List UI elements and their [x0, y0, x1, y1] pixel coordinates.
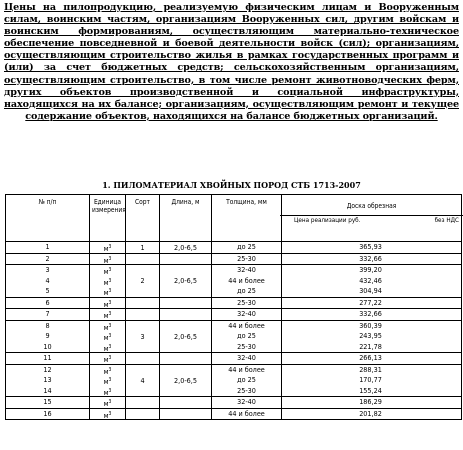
sort-cell — [126, 297, 160, 309]
thickness-value: 44 и более — [228, 275, 265, 285]
header-board: Доска обрезная — [346, 202, 397, 210]
header-price-row — [280, 215, 463, 226]
price-value: 399,20 — [359, 265, 382, 274]
header-board-group — [282, 195, 462, 242]
unit-value — [92, 331, 123, 342]
thickness-cell — [212, 353, 282, 365]
price-value: 170,77 — [359, 375, 382, 384]
row-number-cell — [6, 364, 90, 397]
row-number-cell — [6, 353, 90, 365]
thickness-cell — [212, 242, 282, 254]
unit-value — [92, 353, 123, 364]
table-row — [6, 253, 462, 265]
price-table — [5, 194, 462, 420]
row-number-cell — [6, 397, 90, 409]
thickness-cell — [212, 309, 282, 321]
thickness-value: 25-30 — [237, 341, 256, 351]
row-number: 9 — [45, 331, 50, 340]
price-value: 277,22 — [359, 297, 382, 307]
header-thickness: Толщина, мм — [212, 195, 282, 242]
price-value: 332,66 — [359, 253, 382, 263]
unit-power: 3 — [108, 343, 112, 350]
length-cell — [160, 297, 212, 309]
unit-label: м — [103, 255, 109, 265]
price-cell — [282, 397, 462, 409]
sort-cell — [126, 309, 160, 321]
price-cell — [282, 242, 462, 254]
unit-cell — [90, 320, 126, 353]
row-number: 16 — [43, 408, 52, 418]
unit-cell — [90, 253, 126, 265]
row-number-cell — [6, 297, 90, 309]
price-value: 186,29 — [359, 397, 382, 406]
unit-power: 3 — [108, 311, 112, 317]
header-vat: без НДС — [434, 217, 459, 224]
unit-value — [92, 242, 123, 253]
row-number: 5 — [45, 286, 50, 295]
unit-label: м — [103, 410, 109, 420]
unit-power: 3 — [108, 299, 112, 306]
row-number: 3 — [45, 265, 50, 274]
price-value: 201,82 — [359, 408, 382, 418]
row-number: 1 — [45, 242, 50, 251]
unit-value — [92, 276, 123, 287]
price-value: 332,66 — [359, 309, 382, 318]
row-number: 10 — [43, 341, 52, 351]
price-value: 288,31 — [359, 364, 382, 374]
price-value: 155,24 — [359, 385, 382, 395]
unit-power: 3 — [108, 333, 112, 339]
thickness-cell — [212, 397, 282, 409]
unit-value — [92, 254, 123, 265]
unit-label: м — [103, 333, 109, 342]
price-cell — [282, 265, 462, 298]
row-number: 13 — [43, 375, 52, 384]
table-row — [6, 353, 462, 365]
unit-cell — [90, 353, 126, 365]
thickness-value: 25-30 — [237, 385, 256, 395]
unit-label: м — [103, 322, 109, 332]
thickness-cell — [212, 408, 282, 420]
thickness-value: 32-40 — [237, 353, 256, 362]
price-value: 360,39 — [359, 320, 382, 330]
unit-value — [92, 365, 123, 376]
sort-cell — [126, 353, 160, 365]
sort-cell — [126, 397, 160, 409]
row-number-cell — [6, 265, 90, 298]
unit-power: 3 — [108, 267, 112, 273]
unit-label: м — [103, 244, 109, 253]
unit-power: 3 — [108, 399, 112, 405]
thickness-cell — [212, 320, 282, 353]
thickness-cell — [212, 297, 282, 309]
price-cell — [282, 309, 462, 321]
unit-power: 3 — [108, 322, 112, 329]
thickness-value: до 25 — [237, 286, 256, 295]
table-row — [6, 265, 462, 298]
row-number: 12 — [43, 364, 52, 374]
thickness-cell — [212, 265, 282, 298]
table-row — [6, 397, 462, 409]
thickness-value: 32-40 — [237, 309, 256, 318]
unit-value — [92, 286, 123, 297]
thickness-value: до 25 — [237, 375, 256, 384]
length-cell: 2,0-6,5 — [160, 242, 212, 254]
price-cell — [282, 408, 462, 420]
header-length: Длина, м — [160, 195, 212, 242]
sort-cell: 4 — [126, 364, 160, 397]
table-row — [6, 408, 462, 420]
unit-cell — [90, 265, 126, 298]
unit-power: 3 — [108, 387, 112, 394]
thickness-value: до 25 — [237, 331, 256, 340]
table-row — [6, 297, 462, 309]
header-sort: Сорт — [126, 195, 160, 242]
unit-label: м — [103, 387, 109, 397]
table-row — [6, 320, 462, 353]
document-heading: Цены на пилопродукцию, реализуемую физическим лицам и Вооруженным силам, воинским частям, организациям Вооруженных сил, другим войскам и воинским формированиям, осуществляющим материально-техническое обеспечение повседневной и боевой деятельности войск (сил); организациям, осуществляющим строительство жилья в рамках государственных программ и (или) за счет бюджетных средств; сельскохозяйственным организациям, осуществляющим строительство, в том числе ремонт животноводческих ферм, других объектов производственной и социальной инфраструктуры, находящихся на их балансе; организациям, осуществляющим ремонт и текущее содержание объектов, находящихся на балансе бюджетных организаций. — [4, 2, 459, 122]
thickness-value: 44 и более — [228, 364, 265, 374]
length-cell — [160, 408, 212, 420]
header-price: Цена реализации руб. — [294, 217, 361, 224]
unit-label: м — [103, 311, 109, 320]
price-value: 304,94 — [359, 286, 382, 295]
row-number: 7 — [45, 309, 50, 318]
unit-label: м — [103, 277, 109, 287]
unit-power: 3 — [108, 377, 112, 383]
unit-power: 3 — [108, 255, 112, 262]
thickness-cell — [212, 364, 282, 397]
unit-value — [92, 321, 123, 332]
unit-cell — [90, 309, 126, 321]
unit-value — [92, 309, 123, 320]
price-cell — [282, 320, 462, 353]
thickness-value: до 25 — [237, 242, 256, 251]
sort-cell — [126, 408, 160, 420]
row-number-cell — [6, 242, 90, 254]
price-value: 243,95 — [359, 331, 382, 340]
length-cell — [160, 309, 212, 321]
unit-value — [92, 298, 123, 309]
row-number: 8 — [45, 320, 50, 330]
table-row — [6, 364, 462, 397]
sort-cell — [126, 253, 160, 265]
row-number-cell — [6, 309, 90, 321]
row-number: 2 — [45, 253, 50, 263]
row-number: 15 — [43, 397, 52, 406]
unit-cell — [90, 408, 126, 420]
unit-label: м — [103, 267, 109, 276]
length-cell: 2,0-6,5 — [160, 364, 212, 397]
row-number: 4 — [45, 275, 50, 285]
unit-value — [92, 375, 123, 386]
unit-value — [92, 409, 123, 420]
length-cell — [160, 253, 212, 265]
unit-power: 3 — [108, 355, 112, 361]
unit-label: м — [103, 399, 109, 408]
unit-power: 3 — [108, 277, 112, 284]
sort-cell: 1 — [126, 242, 160, 254]
unit-power: 3 — [108, 288, 112, 294]
unit-label: м — [103, 299, 109, 309]
unit-cell — [90, 242, 126, 254]
unit-label: м — [103, 366, 109, 376]
unit-power: 3 — [108, 244, 112, 250]
section-title: 1. ПИЛОМАТЕРИАЛ ХВОЙНЫХ ПОРОД СТБ 1713-2007 — [102, 180, 361, 190]
price-value: 266,13 — [359, 353, 382, 362]
unit-power: 3 — [108, 410, 112, 417]
price-value: 365,93 — [359, 242, 382, 251]
unit-value — [92, 386, 123, 397]
unit-power: 3 — [108, 366, 112, 373]
sort-cell: 3 — [126, 320, 160, 353]
header-num: № п/п — [6, 195, 90, 242]
row-number: 6 — [45, 297, 50, 307]
row-number: 14 — [43, 385, 52, 395]
price-cell — [282, 297, 462, 309]
table-body — [6, 242, 462, 420]
price-value: 432,46 — [359, 275, 382, 285]
unit-value — [92, 397, 123, 408]
unit-cell — [90, 364, 126, 397]
unit-label: м — [103, 355, 109, 364]
unit-label: м — [103, 377, 109, 386]
price-value: 221,78 — [359, 341, 382, 351]
unit-value — [92, 342, 123, 353]
sort-cell: 2 — [126, 265, 160, 298]
thickness-value: 32-40 — [237, 397, 256, 406]
thickness-value: 25-30 — [237, 253, 256, 263]
thickness-value: 25-30 — [237, 297, 256, 307]
unit-label: м — [103, 343, 109, 353]
table-row — [6, 309, 462, 321]
row-number-cell — [6, 408, 90, 420]
thickness-value: 44 и более — [228, 320, 265, 330]
price-cell — [282, 364, 462, 397]
unit-value — [92, 265, 123, 276]
length-cell — [160, 353, 212, 365]
price-cell — [282, 353, 462, 365]
thickness-value: 32-40 — [237, 265, 256, 274]
length-cell: 2,0-6,5 — [160, 265, 212, 298]
header-unit: Единица измерения — [90, 195, 126, 242]
length-cell — [160, 397, 212, 409]
length-cell: 2,0-6,5 — [160, 320, 212, 353]
unit-cell — [90, 397, 126, 409]
unit-cell — [90, 297, 126, 309]
row-number-cell — [6, 320, 90, 353]
price-cell — [282, 253, 462, 265]
table-row — [6, 242, 462, 254]
row-number: 11 — [43, 353, 52, 362]
unit-label: м — [103, 288, 109, 297]
row-number-cell — [6, 253, 90, 265]
thickness-value: 44 и более — [228, 408, 265, 418]
thickness-cell — [212, 253, 282, 265]
